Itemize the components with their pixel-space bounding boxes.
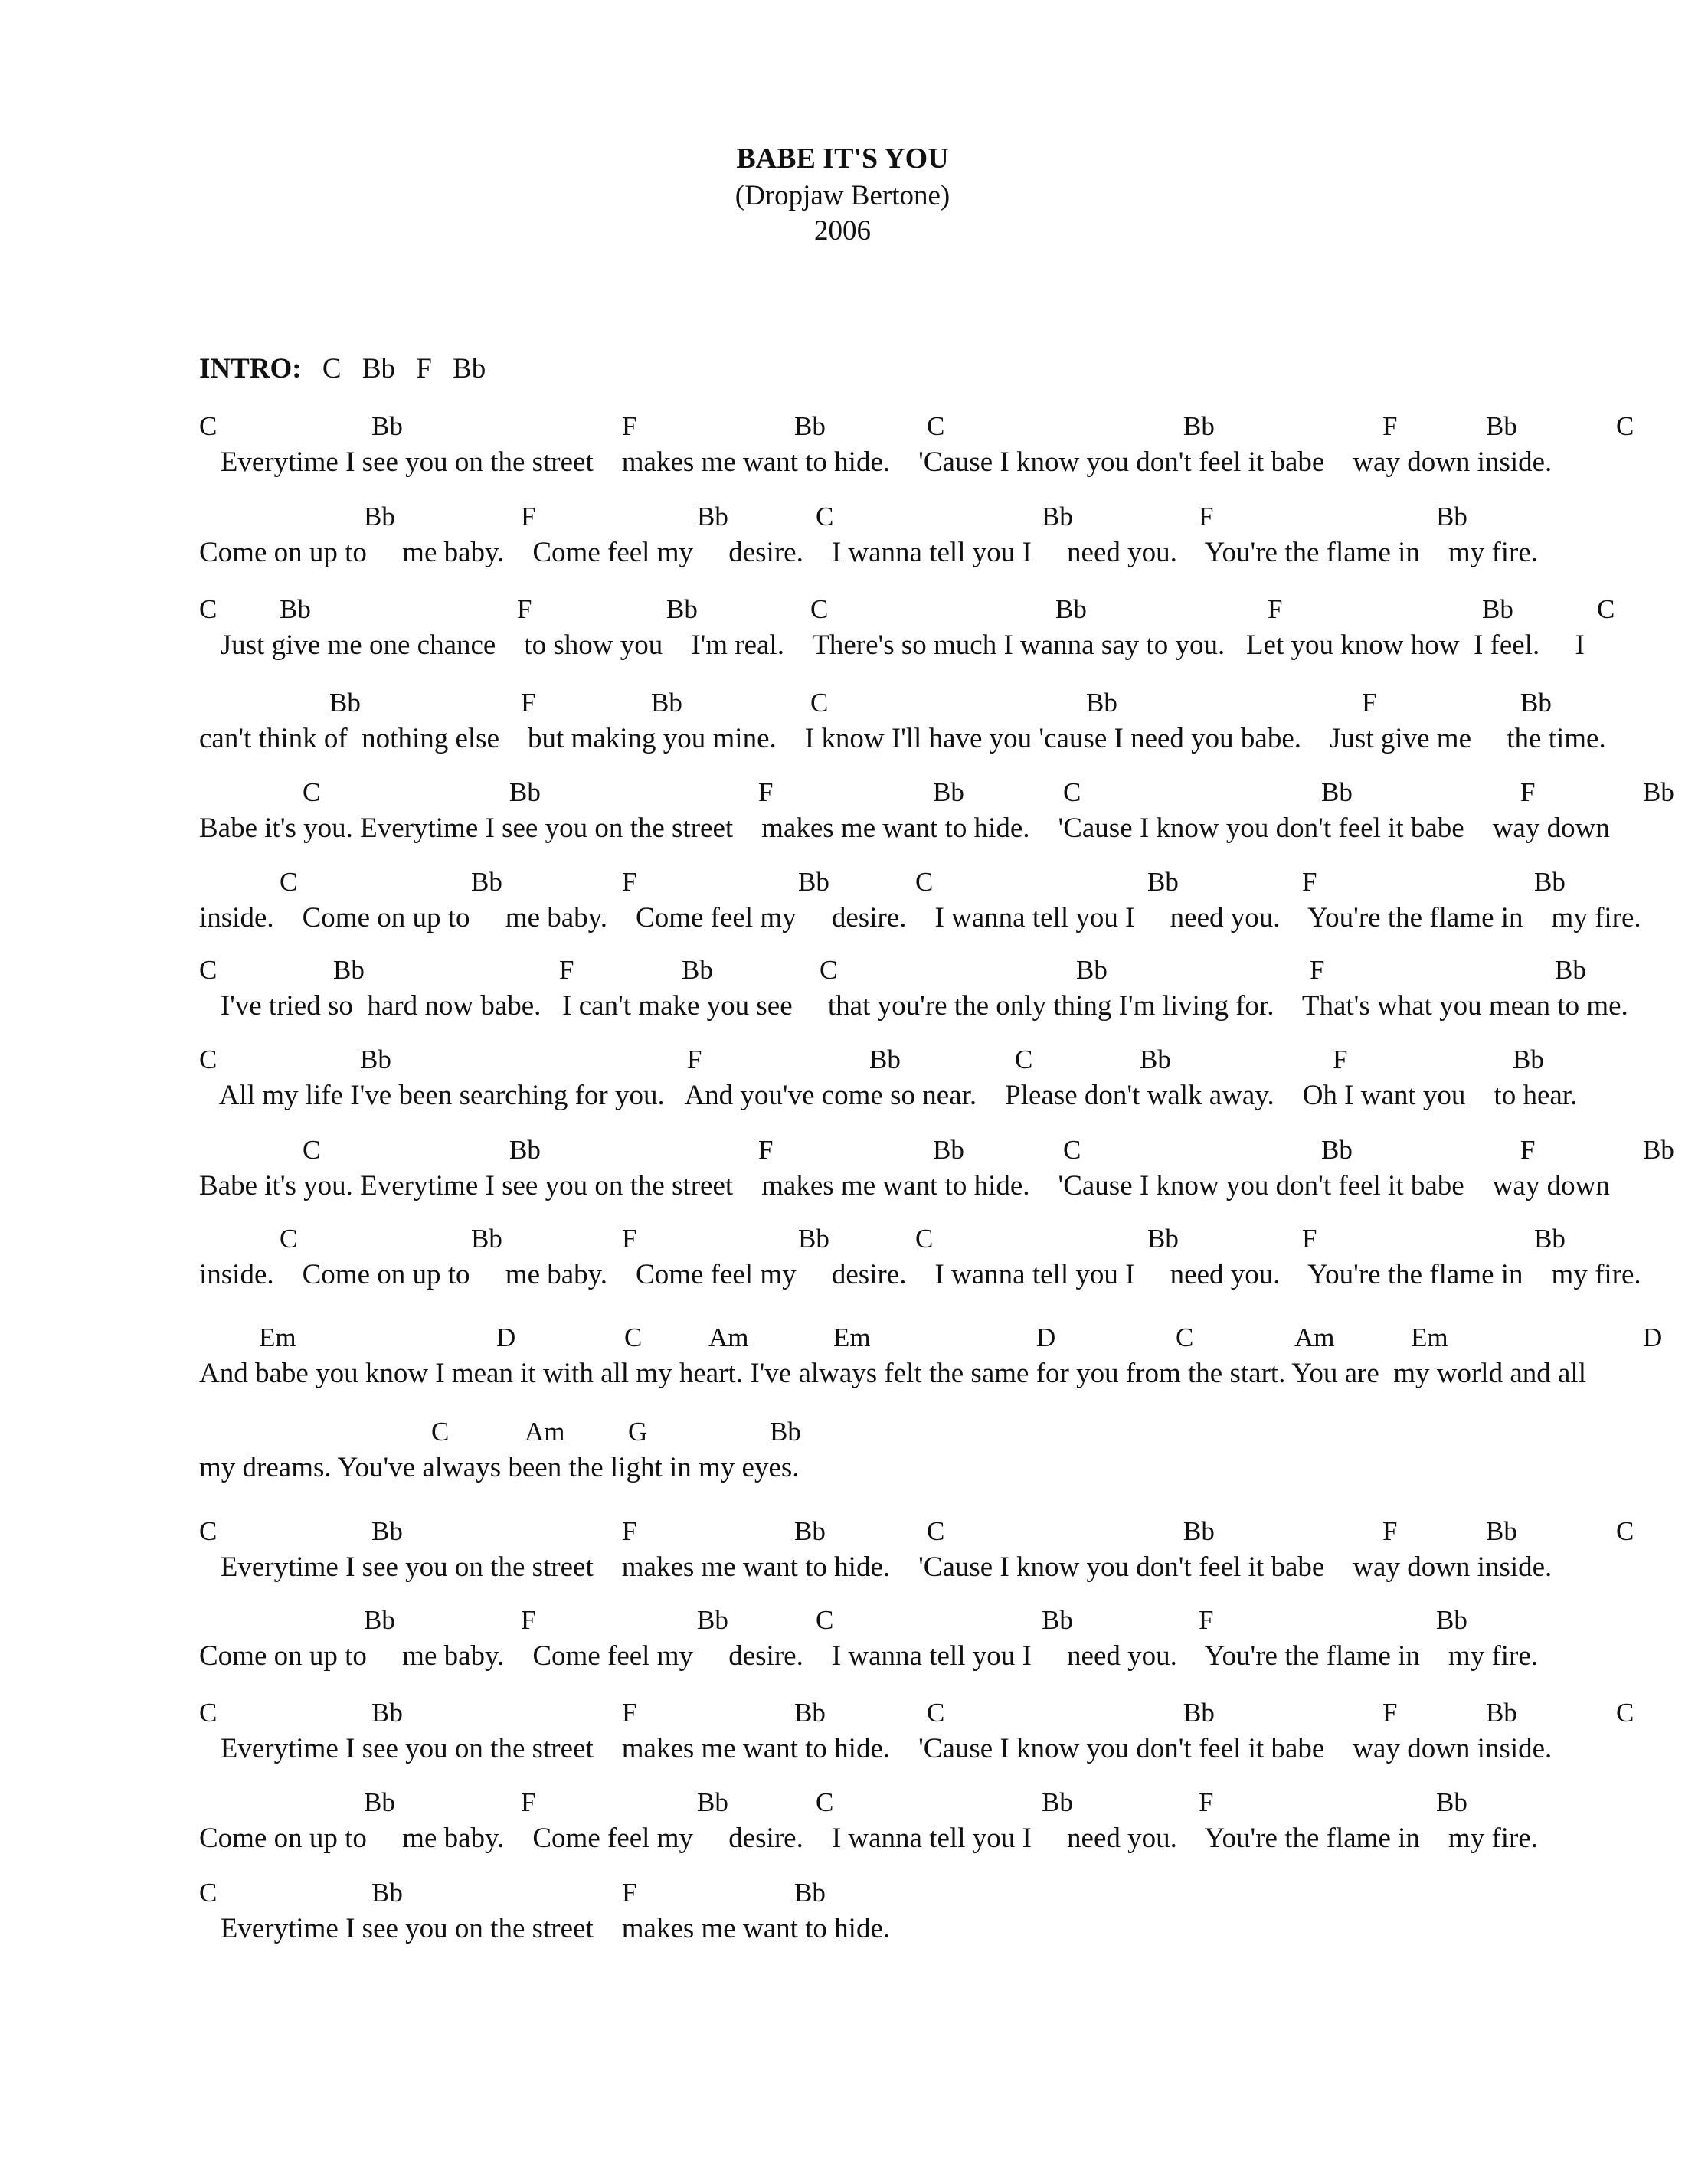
chord-symbol: C (816, 1787, 834, 1817)
lyric-line: my dreams. You've always been the light in my eyes. (199, 1452, 800, 1483)
chord-symbol: G (628, 1417, 648, 1447)
chord-symbol: F (622, 411, 637, 441)
lyric-line: Come on up to me baby. Come feel my desire. I wanna tell you I need you. You're the flame in my fire. (199, 537, 1539, 568)
song-author: (Dropjaw Bertone) (735, 180, 950, 211)
chord-symbol: F (1520, 1135, 1536, 1165)
chord-symbol: Bb (666, 594, 698, 624)
chord-symbol: Bb (794, 1698, 826, 1728)
chord-symbol: F (1199, 502, 1214, 531)
chord-symbol: F (521, 502, 536, 531)
song-title: BABE IT'S YOU (736, 142, 949, 175)
chord-symbol: Bb (794, 1516, 826, 1546)
chord-symbol: Bb (364, 502, 395, 531)
lyric-line: All my life I've been searching for you. And you've come so near. Please don't walk away. Oh I want you to hear. (199, 1080, 1578, 1111)
chord-symbol: Bb (1086, 688, 1117, 718)
lyric-line: I've tried so hard now babe. I can't make you see that you're the only thing I'm living for. That's what you mean to me. (199, 990, 1628, 1022)
chord-symbol: C (199, 1045, 218, 1074)
chord-symbol: F (517, 594, 532, 624)
chord-symbol: F (1382, 411, 1398, 441)
chord-symbol: Bb (509, 777, 541, 807)
chord-symbol: F (622, 1878, 637, 1908)
intro-chord: Bb (453, 353, 486, 384)
chord-symbol: Am (525, 1417, 565, 1447)
chord-symbol: Em (1411, 1322, 1448, 1352)
chord-symbol: C (1597, 594, 1615, 624)
chord-symbol: C (820, 955, 838, 985)
chord-symbol: Bb (1183, 1516, 1215, 1546)
chord-symbol: F (559, 955, 574, 985)
chord-symbol: Bb (364, 1605, 395, 1635)
chord-symbol: Bb (1042, 1787, 1073, 1817)
chord-symbol: Bb (1042, 1605, 1073, 1635)
chord-symbol: Bb (770, 1417, 801, 1447)
lyric-line: Babe it's you. Everytime I see you on the street makes me want to hide. 'Cause I know you don't feel it babe way down (199, 812, 1610, 844)
chord-symbol: Bb (1147, 1224, 1179, 1254)
chord-symbol: Bb (471, 867, 502, 897)
lyric-line: inside. Come on up to me baby. Come feel my desire. I wanna tell you I need you. You're the flame in my fire. (199, 902, 1641, 933)
chord-symbol: F (1310, 955, 1325, 985)
chord-symbol: C (927, 1698, 945, 1728)
chord-symbol: Bb (1520, 688, 1552, 718)
lyric-line: inside. Come on up to me baby. Come feel my desire. I wanna tell you I need you. You're the flame in my fire. (199, 1259, 1641, 1290)
chord-symbol: Bb (333, 955, 365, 985)
chord-symbol: F (1362, 688, 1377, 718)
lyric-line: Everytime I see you on the street makes me want to hide. 'Cause I know you don't feel it babe way down inside. (199, 1733, 1552, 1764)
lyric-line: Just give me one chance to show you I'm real. There's so much I wanna say to you. Let you know how I feel. I (199, 629, 1585, 661)
intro-chord: F (416, 353, 432, 384)
lyric-line: Babe it's you. Everytime I see you on the street makes me want to hide. 'Cause I know you don't feel it babe way down (199, 1170, 1610, 1202)
chord-symbol: C (1616, 1698, 1634, 1728)
chord-symbol: Bb (371, 411, 403, 441)
chord-symbol: C (915, 1224, 934, 1254)
chord-symbol: Bb (371, 1878, 403, 1908)
chord-symbol: Bb (651, 688, 682, 718)
chord-symbol: Bb (1183, 1698, 1215, 1728)
chord-symbol: F (622, 867, 637, 897)
chord-symbol: C (1176, 1322, 1194, 1352)
chord-symbol: Bb (1147, 867, 1179, 897)
chord-symbol: Bb (1482, 594, 1513, 624)
chord-symbol: C (1063, 777, 1081, 807)
chord-symbol: F (1520, 777, 1536, 807)
song-year: 2006 (814, 215, 871, 247)
chord-symbol: Bb (933, 777, 964, 807)
chord-symbol: C (199, 1878, 218, 1908)
chord-symbol: F (1382, 1698, 1398, 1728)
lyric-line: Come on up to me baby. Come feel my desire. I wanna tell you I need you. You're the flame in my fire. (199, 1640, 1539, 1672)
chord-symbol: Am (708, 1322, 749, 1352)
lyric-line: And babe you know I mean it with all my heart. I've always felt the same for you from the start. You are my world and all (199, 1358, 1586, 1389)
chord-symbol: F (622, 1224, 637, 1254)
chord-symbol: F (1268, 594, 1283, 624)
chord-symbol: C (199, 411, 218, 441)
chord-symbol: Bb (1042, 502, 1073, 531)
chord-symbol: F (687, 1045, 702, 1074)
chord-symbol: Bb (1643, 777, 1674, 807)
chord-symbol: Bb (933, 1135, 964, 1165)
chord-symbol: Bb (1321, 777, 1353, 807)
chord-symbol: C (199, 594, 218, 624)
chord-symbol: Bb (798, 1224, 829, 1254)
chord-symbol: F (622, 1516, 637, 1546)
chord-symbol: Bb (794, 411, 826, 441)
chord-symbol: Bb (1183, 411, 1215, 441)
chord-symbol: Bb (697, 1787, 728, 1817)
chord-symbol: C (1616, 411, 1634, 441)
chord-symbol: Bb (471, 1224, 502, 1254)
chord-symbol: Bb (1436, 1787, 1467, 1817)
chord-symbol: F (758, 777, 774, 807)
chord-symbol: Bb (1436, 1605, 1467, 1635)
chord-symbol: C (303, 1135, 321, 1165)
chord-symbol: Bb (1643, 1135, 1674, 1165)
chord-symbol: D (1643, 1322, 1663, 1352)
chord-symbol: C (280, 1224, 298, 1254)
chord-symbol: C (927, 411, 945, 441)
chord-symbol: D (496, 1322, 516, 1352)
chord-symbol: F (521, 1787, 536, 1817)
chord-symbol: Em (833, 1322, 871, 1352)
chord-symbol: C (431, 1417, 450, 1447)
chord-symbol: F (1382, 1516, 1398, 1546)
intro-chord: Bb (362, 353, 395, 384)
chord-symbol: F (1333, 1045, 1348, 1074)
chord-symbol: F (1302, 1224, 1317, 1254)
chord-symbol: Bb (280, 594, 311, 624)
chord-symbol: C (199, 1516, 218, 1546)
chord-symbol: Bb (329, 688, 361, 718)
chord-symbol: F (521, 688, 536, 718)
chord-symbol: F (1199, 1787, 1214, 1817)
chord-symbol: Bb (360, 1045, 391, 1074)
chord-symbol: Bb (509, 1135, 541, 1165)
chord-symbol: F (758, 1135, 774, 1165)
chord-symbol: Bb (1555, 955, 1586, 985)
chord-symbol: F (1199, 1605, 1214, 1635)
chord-symbol: Bb (697, 1605, 728, 1635)
chord-symbol: Bb (1486, 1698, 1517, 1728)
chord-symbol: Bb (1055, 594, 1087, 624)
chord-symbol: D (1036, 1322, 1056, 1352)
chord-symbol: C (816, 1605, 834, 1635)
chord-symbol: F (1302, 867, 1317, 897)
chord-symbol: Bb (697, 502, 728, 531)
chord-symbol: C (927, 1516, 945, 1546)
chord-symbol: Bb (682, 955, 713, 985)
chord-symbol: Bb (1486, 411, 1517, 441)
lyric-line: Everytime I see you on the street makes me want to hide. 'Cause I know you don't feel it babe way down inside. (199, 446, 1552, 478)
chord-symbol: C (280, 867, 298, 897)
chord-symbol: Bb (869, 1045, 901, 1074)
chord-symbol: Em (259, 1322, 296, 1352)
chord-symbol: C (1063, 1135, 1081, 1165)
chord-symbol: Bb (1321, 1135, 1353, 1165)
chord-symbol: C (915, 867, 934, 897)
chord-symbol: Bb (371, 1698, 403, 1728)
chord-symbol: Bb (1513, 1045, 1544, 1074)
chord-symbol: F (521, 1605, 536, 1635)
intro-label: INTRO: (199, 353, 302, 384)
intro-line (199, 352, 486, 386)
chord-symbol: Bb (794, 1878, 826, 1908)
chord-symbol: Bb (1486, 1516, 1517, 1546)
chord-symbol: Bb (1436, 502, 1467, 531)
lyric-line: Everytime I see you on the street makes me want to hide. (199, 1913, 891, 1944)
chord-symbol: C (810, 594, 829, 624)
chord-symbol: Bb (1076, 955, 1108, 985)
chord-symbol: C (199, 955, 218, 985)
lyric-line: Come on up to me baby. Come feel my desire. I wanna tell you I need you. You're the flame in my fire. (199, 1823, 1539, 1854)
chord-symbol: C (624, 1322, 643, 1352)
chord-symbol: C (810, 688, 829, 718)
chord-symbol: Bb (371, 1516, 403, 1546)
chord-symbol: C (303, 777, 321, 807)
chord-symbol: C (1015, 1045, 1033, 1074)
chord-symbol: Bb (1534, 867, 1566, 897)
chord-symbol: C (199, 1698, 218, 1728)
intro-chord: C (322, 353, 342, 384)
chord-symbol: Bb (1140, 1045, 1171, 1074)
chord-symbol: Bb (364, 1787, 395, 1817)
chord-symbol: C (816, 502, 834, 531)
chord-symbol: Am (1294, 1322, 1335, 1352)
chord-symbol: Bb (798, 867, 829, 897)
chord-symbol: C (1616, 1516, 1634, 1546)
lyric-line: can't think of nothing else but making you mine. I know I'll have you 'cause I need you babe. Just give me the time. (199, 723, 1606, 754)
chord-symbol: Bb (1534, 1224, 1566, 1254)
chord-symbol: F (622, 1698, 637, 1728)
lyric-line: Everytime I see you on the street makes me want to hide. 'Cause I know you don't feel it babe way down inside. (199, 1551, 1552, 1583)
